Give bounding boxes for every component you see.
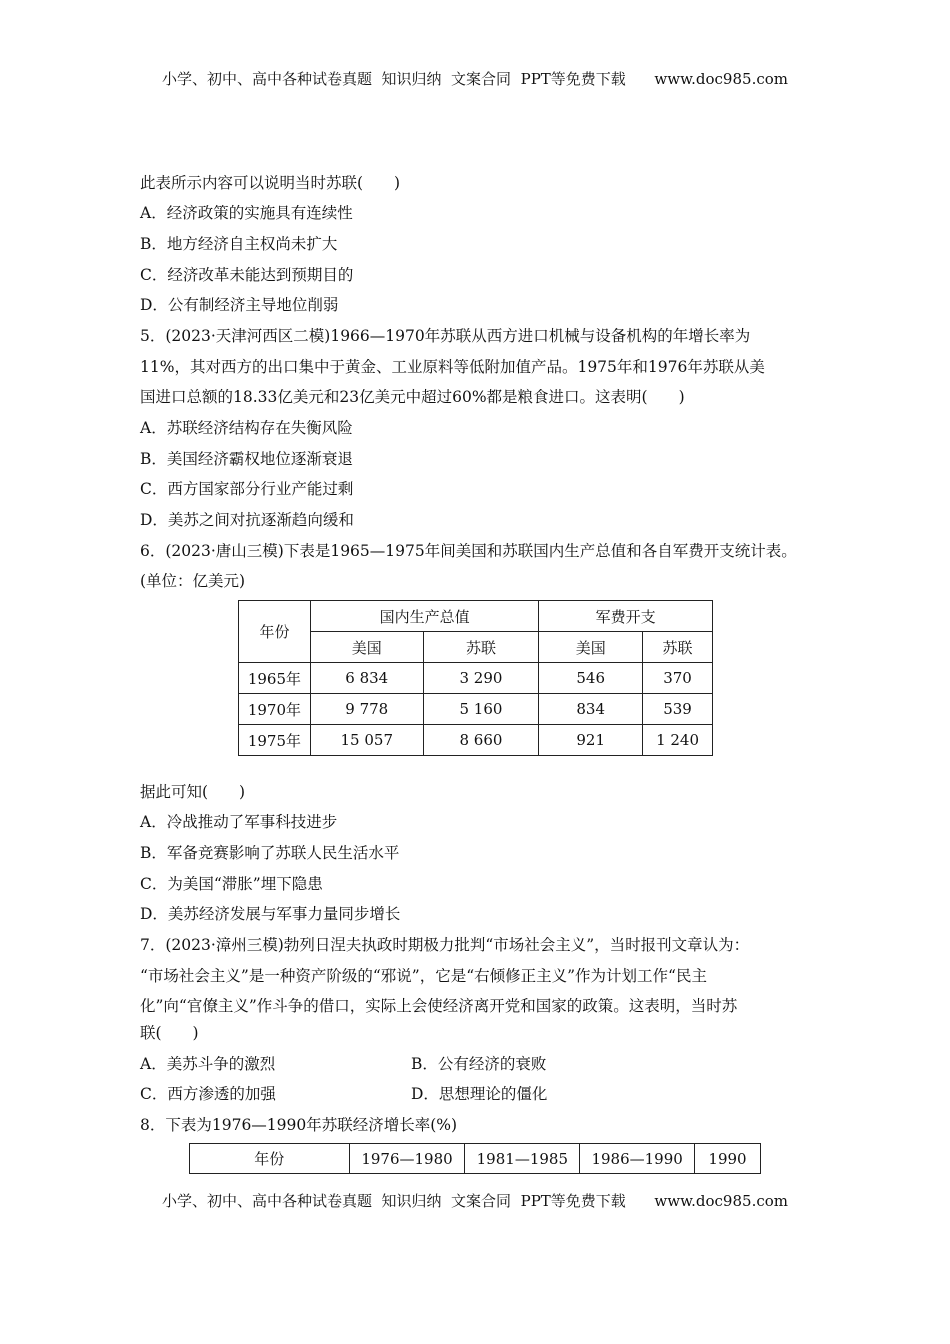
q6-value-cell: 8 660 bbox=[423, 725, 539, 756]
q6-value-cell: 921 bbox=[539, 725, 643, 756]
q7-stem-line-4: 联( ) bbox=[140, 1024, 199, 1042]
q6-gdp-header: 国内生产总值 bbox=[310, 601, 538, 632]
q6-sub-header: 苏联 bbox=[643, 632, 713, 663]
q7-option-a: A．美苏斗争的激烈 bbox=[140, 1055, 276, 1073]
q4-stem: 此表所示内容可以说明当时苏联( ) bbox=[140, 174, 401, 192]
q4-option-c: C．经济改革未能达到预期目的 bbox=[140, 266, 354, 284]
q6-sub-header: 苏联 bbox=[423, 632, 539, 663]
q7-option-d: D．思想理论的僵化 bbox=[411, 1085, 548, 1103]
q6-value-cell: 15 057 bbox=[310, 725, 423, 756]
q6-value-cell: 9 778 bbox=[310, 694, 423, 725]
q6-year-cell: 1975年 bbox=[239, 725, 311, 756]
q5-option-a: A．苏联经济结构存在失衡风险 bbox=[140, 419, 353, 437]
q6-value-cell: 6 834 bbox=[310, 663, 423, 694]
q5-option-b: B．美国经济霸权地位逐渐衰退 bbox=[140, 450, 353, 468]
q8-table bbox=[189, 1143, 761, 1174]
q7-option-b: B．公有经济的衰败 bbox=[411, 1055, 547, 1073]
table-row bbox=[239, 663, 713, 694]
table-row bbox=[190, 1144, 761, 1174]
q6-value-cell: 3 290 bbox=[423, 663, 539, 694]
q6-value-cell: 1 240 bbox=[643, 725, 713, 756]
q8-year-header: 年份 bbox=[190, 1144, 350, 1174]
q6-year-header: 年份 bbox=[239, 601, 311, 663]
q6-option-b: B．军备竞赛影响了苏联人民生活水平 bbox=[140, 844, 400, 862]
table-row bbox=[239, 694, 713, 725]
q5-stem-line-3: 国进口总额的18.33亿美元和23亿美元中超过60%都是粮食进口。这表明( ) bbox=[140, 388, 685, 406]
q5-stem-line-2: 11%，其对西方的出口集中于黄金、工业原料等低附加值产品。1975年和1976年苏联从美 bbox=[140, 358, 765, 376]
q5-option-c: C．西方国家部分行业产能过剩 bbox=[140, 480, 354, 498]
q5-option-d: D．美苏之间对抗逐渐趋向缓和 bbox=[140, 511, 354, 529]
q6-stem-line-2: (单位：亿美元) bbox=[140, 572, 246, 590]
q8-stem: 8．下表为1976—1990年苏联经济增长率(%) bbox=[140, 1116, 458, 1134]
page-footer: 小学、初中、高中各种试卷真题 知识归纳 文案合同 PPT等免费下载 www.doc985.com bbox=[161, 1192, 788, 1210]
q6-sub-header: 美国 bbox=[539, 632, 643, 663]
q6-value-cell: 834 bbox=[539, 694, 643, 725]
q6-year-cell: 1965年 bbox=[239, 663, 311, 694]
q6-option-d: D．美苏经济发展与军事力量同步增长 bbox=[140, 905, 401, 923]
q6-stem: 据此可知( ) bbox=[140, 783, 246, 801]
q6-value-cell: 370 bbox=[643, 663, 713, 694]
q7-option-c: C．西方渗透的加强 bbox=[140, 1085, 276, 1103]
q6-value-cell: 5 160 bbox=[423, 694, 539, 725]
q4-option-d: D．公有制经济主导地位削弱 bbox=[140, 296, 339, 314]
q4-option-b: B．地方经济自主权尚未扩大 bbox=[140, 235, 338, 253]
q6-table bbox=[238, 600, 713, 756]
q7-stem-line-1: 7．(2023·漳州三模)勃列日涅夫执政时期极力批判“市场社会主义”，当时报刊文章认为： bbox=[140, 936, 750, 954]
q5-stem-line-1: 5．(2023·天津河西区二模)1966—1970年苏联从西方进口机械与设备机构的年增长率为 bbox=[140, 327, 751, 345]
q6-stem-line-1: 6．(2023·唐山三模)下表是1965—1975年间美国和苏联国内生产总值和各自军费开支统计表。 bbox=[140, 542, 797, 560]
table-row bbox=[239, 725, 713, 756]
q6-value-cell: 539 bbox=[643, 694, 713, 725]
q8-period-cell: 1986—1990 bbox=[580, 1144, 695, 1174]
q7-stem-line-2: “市场社会主义”是一种资产阶级的“邪说”，它是“右倾修正主义”作为计划工作“民主 bbox=[140, 967, 707, 985]
q8-period-cell: 1981—1985 bbox=[465, 1144, 580, 1174]
q8-period-cell: 1976—1980 bbox=[349, 1144, 465, 1174]
q6-military-header: 军费开支 bbox=[539, 601, 713, 632]
q7-stem-line-3: 化”向“官僚主义”作斗争的借口，实际上会使经济离开党和国家的政策。这表明，当时苏 bbox=[140, 997, 738, 1015]
page-header: 小学、初中、高中各种试卷真题 知识归纳 文案合同 PPT等免费下载 www.doc985.com bbox=[161, 70, 788, 88]
q8-period-cell: 1990 bbox=[695, 1144, 761, 1174]
q6-year-cell: 1970年 bbox=[239, 694, 311, 725]
q6-option-a: A．冷战推动了军事科技进步 bbox=[140, 813, 338, 831]
q6-option-c: C．为美国“滞胀”埋下隐患 bbox=[140, 875, 323, 893]
q6-sub-header: 美国 bbox=[310, 632, 423, 663]
q6-value-cell: 546 bbox=[539, 663, 643, 694]
q4-option-a: A．经济政策的实施具有连续性 bbox=[140, 204, 353, 222]
